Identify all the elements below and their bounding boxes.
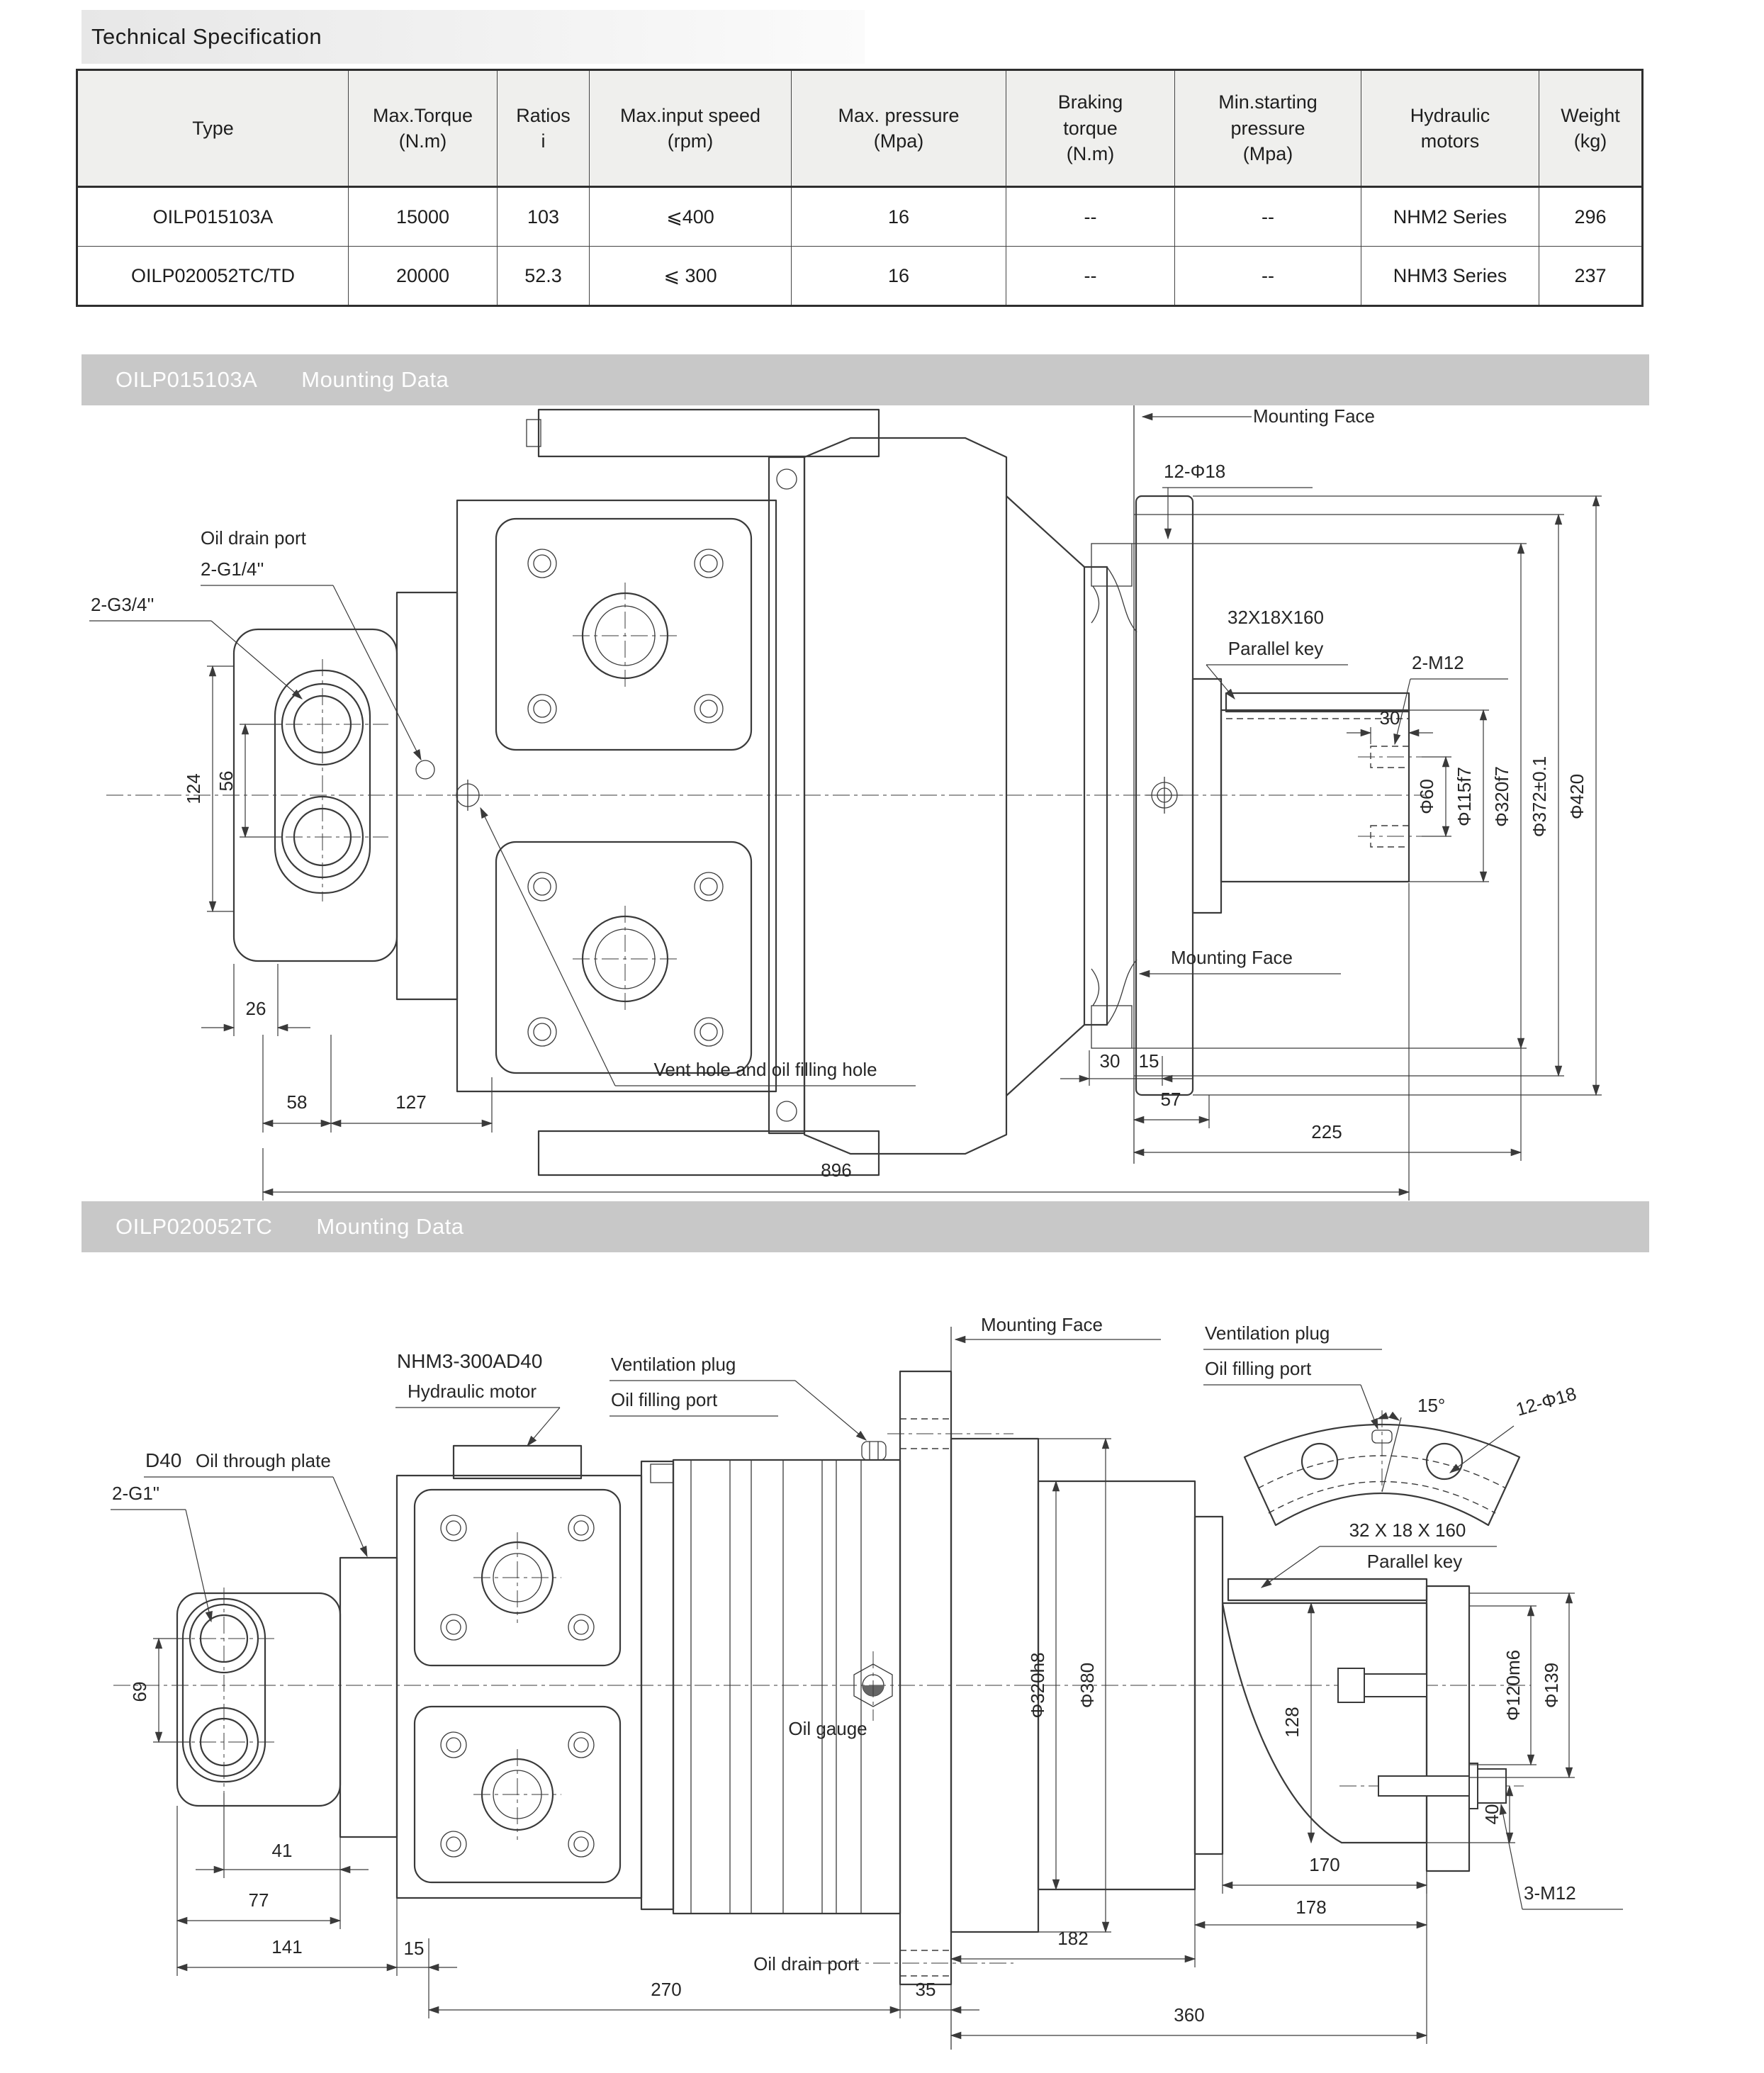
dim-77: 77: [248, 1889, 269, 1911]
col-max-pressure: [792, 70, 1006, 187]
spec-table: [76, 69, 1644, 307]
dim-angle-15deg: 15°: [1417, 1395, 1446, 1416]
label-ports: 2-G1": [112, 1483, 160, 1504]
oil-drain-hole: [416, 760, 434, 779]
label-bolt-holes: 12-Φ18: [1513, 1382, 1579, 1420]
dim-dia139: Φ139: [1541, 1662, 1562, 1709]
col-label: motors: [1420, 130, 1480, 152]
col-type: [77, 70, 349, 187]
dim-128: 128: [1281, 1707, 1303, 1738]
label-key-size: 32X18X160: [1228, 607, 1324, 628]
m12-bolt: [1478, 1769, 1506, 1803]
oil-through-plate: [340, 1558, 397, 1837]
label-vent-plug-inset: Ventilation plug: [1205, 1322, 1330, 1344]
dim-170: 170: [1309, 1854, 1340, 1875]
col-label: torque: [1063, 117, 1118, 139]
cell-type: OILP020052TC/TD: [77, 247, 349, 306]
cell-pressure: 16: [792, 247, 1006, 306]
dim-178: 178: [1296, 1897, 1327, 1918]
dim-69: 69: [129, 1681, 150, 1702]
cell-torque: 20000: [349, 247, 498, 306]
dim-225: 225: [1311, 1121, 1342, 1142]
dim-dia320h8: Φ320h8: [1027, 1652, 1048, 1719]
label-motor-model: NHM3-300AD40: [397, 1350, 543, 1372]
label-oil-fill: Oil filling port: [611, 1389, 718, 1410]
dim-124: 124: [183, 773, 204, 804]
cell-motor: NHM2 Series: [1361, 187, 1539, 247]
dim-360: 360: [1174, 2004, 1205, 2026]
section1-title: Mounting Data: [301, 367, 449, 392]
dim-896: 896: [821, 1159, 852, 1181]
cell-motor: NHM3 Series: [1361, 247, 1539, 306]
port-block: [170, 1558, 397, 1837]
spec-header-row: [77, 70, 1643, 187]
cell-ratio: 52.3: [498, 247, 590, 306]
dim-141: 141: [271, 1936, 303, 1957]
cell-braking: --: [1006, 247, 1175, 306]
cell-speed: ⩽400: [590, 187, 792, 247]
cell-type: OILP015103A: [77, 187, 349, 247]
col-label: Hydraulic: [1410, 104, 1490, 126]
gear-housing: [641, 1442, 900, 1914]
label-bolt-holes: 12-Φ18: [1164, 461, 1226, 482]
label-mounting-face: Mounting Face: [981, 1314, 1103, 1335]
cell-torque: 15000: [349, 187, 498, 247]
label-vent-hole: Vent hole and oil filling hole: [653, 1059, 877, 1080]
dim-15: 15: [403, 1938, 425, 1959]
spec-row-oilp015103a: [77, 187, 1643, 247]
cell-min-start: --: [1175, 247, 1361, 306]
section1-model: OILP015103A: [116, 367, 258, 392]
label-vent-plug: Ventilation plug: [611, 1354, 736, 1375]
dim-127: 127: [395, 1091, 427, 1113]
cell-weight: 237: [1539, 247, 1643, 306]
label-oil-drain: Oil drain port: [753, 1953, 859, 1974]
col-unit: (Mpa): [1242, 143, 1293, 165]
dimensions: [89, 405, 1602, 1201]
col-unit: (Mpa): [873, 130, 924, 152]
col-min-starting-pressure: [1175, 70, 1361, 187]
mounting-ring-hatch-bottom: [1091, 1006, 1132, 1048]
diagram-oilp020052tc: [0, 1252, 1764, 2073]
col-max-torque: [349, 70, 498, 187]
bolt-hole: [1427, 1444, 1462, 1479]
dim-41: 41: [271, 1840, 293, 1861]
col-label: Max.Torque: [372, 104, 473, 126]
section2-header: [82, 1201, 1649, 1252]
cell-speed: ⩽ 300: [590, 247, 792, 306]
col-label: Max.input speed: [619, 104, 761, 126]
cell-pressure: 16: [792, 187, 1006, 247]
label-mounting-face-top: Mounting Face: [1253, 405, 1375, 427]
dim-182: 182: [1057, 1928, 1089, 1949]
port-block: [234, 592, 457, 999]
dim-270: 270: [651, 1979, 682, 2000]
col-unit: (rpm): [667, 130, 714, 152]
label-motor-name: Hydraulic motor: [408, 1381, 537, 1402]
dim-40: 40: [1481, 1804, 1502, 1825]
col-max-input-speed: [590, 70, 792, 187]
page-title-band: [82, 10, 865, 64]
output-hub: [1223, 1603, 1427, 1843]
parallel-key: [1228, 1579, 1427, 1600]
label-key-name: Parallel key: [1228, 638, 1324, 659]
col-hydraulic-motors: [1361, 70, 1539, 187]
cell-braking: --: [1006, 187, 1175, 247]
section2-title: Mounting Data: [316, 1214, 464, 1239]
dim-26: 26: [245, 998, 266, 1019]
page-title: Technical Specification: [91, 24, 322, 49]
label-tapped-holes: 2-M12: [1412, 652, 1464, 673]
col-weight: [1539, 70, 1643, 187]
dim-58: 58: [286, 1091, 308, 1113]
end-plate: [1427, 1586, 1469, 1871]
dim-dia320f7: Φ320f7: [1491, 766, 1512, 827]
label-oil-gauge: Oil gauge: [788, 1718, 867, 1739]
label-oil-fill-inset: Oil filling port: [1205, 1358, 1312, 1379]
gear-housing: [769, 405, 1193, 1164]
dim-dia372: Φ372±0.1: [1529, 755, 1550, 838]
cell-weight: 296: [1539, 187, 1643, 247]
label-through-plate-code: D40: [145, 1449, 182, 1471]
label-oil-drain: Oil drain port: [201, 527, 306, 549]
col-label: Min.starting: [1218, 91, 1318, 113]
dim-dia380: Φ380: [1077, 1662, 1098, 1709]
diagram-oilp015103a: [0, 405, 1764, 1201]
dim-dia115f7: Φ115f7: [1454, 767, 1475, 826]
dim-56: 56: [215, 770, 237, 792]
center-bolt: [1338, 1668, 1364, 1702]
dim-35: 35: [915, 1979, 936, 2000]
label-mounting-face-bottom: Mounting Face: [1171, 947, 1293, 968]
col-unit: (N.m): [398, 130, 447, 152]
col-ratios: [498, 70, 590, 187]
dim-dia60: Φ60: [1416, 779, 1437, 814]
label-oil-drain-size: 2-G1/4'': [201, 558, 264, 580]
spec-row-oilp020052tctd: [77, 247, 1643, 306]
dim-30: 30: [1099, 1050, 1120, 1072]
dim-dia420: Φ420: [1566, 773, 1588, 820]
dim-30-key: 30: [1379, 707, 1400, 729]
flange-segment-inset: [1245, 1383, 1579, 1525]
col-label: Braking: [1057, 91, 1123, 113]
mounting-ring-hatch-top: [1091, 544, 1132, 586]
section2-model: OILP020052TC: [116, 1214, 273, 1239]
col-type-label: Type: [192, 117, 234, 139]
label-ports: 2-G3/4'': [91, 594, 155, 615]
label-tapped-holes: 3-M12: [1524, 1882, 1576, 1904]
cell-min-start: --: [1175, 187, 1361, 247]
col-unit: i: [541, 130, 546, 152]
section1-header: [82, 354, 1649, 405]
hydraulic-motor: [397, 1446, 641, 1898]
dim-dia120m6: Φ120m6: [1502, 1649, 1524, 1721]
label-key-name: Parallel key: [1366, 1551, 1463, 1572]
col-braking-torque: [1006, 70, 1175, 187]
col-unit: (kg): [1573, 130, 1607, 152]
label-through-plate: Oil through plate: [196, 1450, 331, 1471]
col-unit: (N.m): [1066, 143, 1115, 165]
col-label: Weight: [1561, 104, 1620, 126]
ventilation-plug-icon: [862, 1442, 886, 1460]
col-label: pressure: [1230, 117, 1305, 139]
col-label: Ratios: [516, 104, 571, 126]
col-label: Max. pressure: [838, 104, 960, 126]
dim-57: 57: [1160, 1089, 1181, 1110]
oil-gauge-icon: [854, 1651, 892, 1721]
dim-15: 15: [1138, 1050, 1159, 1072]
cell-ratio: 103: [498, 187, 590, 247]
label-key-size: 32 X 18 X 160: [1349, 1519, 1466, 1541]
mounting-flange: [815, 1327, 1013, 2050]
